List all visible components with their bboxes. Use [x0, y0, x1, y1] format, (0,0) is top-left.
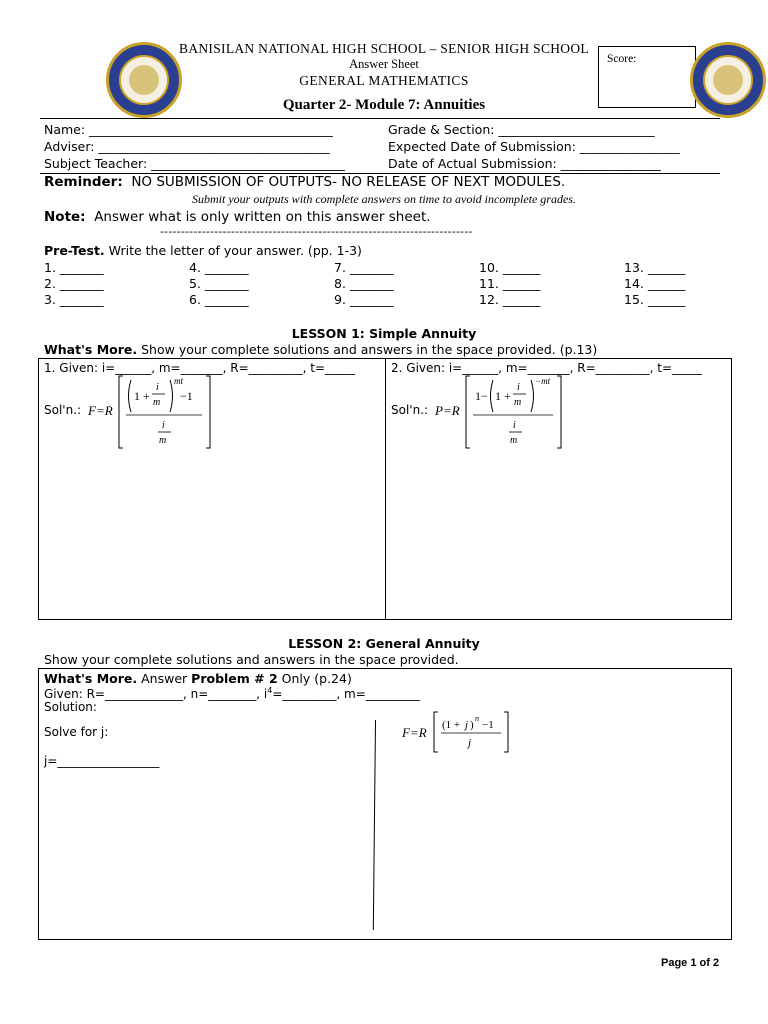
general-annuity-formula [400, 710, 515, 756]
lesson1-title: LESSON 1: Simple Annuity [291, 326, 477, 341]
svg-text:i: i [513, 420, 516, 431]
pretest-item[interactable]: 3. _______ [44, 292, 104, 307]
svg-text:n: n [475, 714, 479, 723]
module-title: Quarter 2- Module 7: Annuities [282, 97, 486, 113]
pretest-item[interactable]: 10. ______ [479, 260, 541, 275]
lesson1-soln-label-2: Sol'n.: [391, 403, 429, 417]
lesson2-wm-label: What's More. [44, 671, 138, 686]
reminder [44, 174, 565, 190]
note-dashes: --------------------------------------------------------------------------- [160, 225, 473, 238]
lesson1-column-divider [385, 358, 386, 620]
lesson2-given-text: Given: R=_____________, n=________, i [44, 687, 268, 701]
svg-text:j: j [468, 737, 472, 749]
lesson2-wm-text: Answer [141, 671, 188, 686]
note-text: Answer what is only written on this answer sheet. [94, 209, 431, 225]
page-number: Page 1 of 2 [661, 957, 720, 969]
adviser-field[interactable]: Adviser: _____________________________________ [44, 139, 330, 154]
svg-text:m: m [510, 435, 518, 446]
svg-text:m: m [159, 435, 167, 446]
lesson2-only: Only (p.24) [281, 671, 352, 686]
lesson1-soln-label-1: Sol'n.: [44, 403, 82, 417]
lesson2-answer-box[interactable] [38, 668, 732, 940]
score-box[interactable] [598, 46, 696, 108]
svg-text:P=R: P=R [435, 403, 460, 418]
svg-text:1−: 1− [475, 389, 488, 403]
header-divider [40, 118, 720, 119]
pretest-item[interactable]: 6. _______ [189, 292, 249, 307]
svg-text:1 +: 1 + [134, 389, 150, 403]
lesson2-given-rest: =_________, m=_________ [272, 687, 420, 701]
lesson1-wm-text: Show your complete solutions and answers in the space provided. (p.13) [141, 342, 598, 357]
pretest-item[interactable]: 9. _______ [334, 292, 394, 307]
reminder-subtext: Submit your outputs with complete answers on time to avoid incomplete grades. [192, 192, 576, 206]
lesson2-given-sup: 4 [267, 686, 273, 695]
pretest-item[interactable]: 4. _______ [189, 260, 249, 275]
pretest-text: Write the letter of your answer. (pp. 1-3) [108, 243, 362, 258]
lesson2-intro: Show your complete solutions and answers in the space provided. [44, 652, 459, 667]
answer-sheet-label: Answer Sheet [349, 57, 419, 71]
pretest-instructions [44, 243, 362, 258]
subject-teacher-field[interactable]: Subject Teacher: _______________________________ [44, 156, 345, 171]
lesson2-instructions [44, 671, 352, 686]
pretest-grid [44, 260, 724, 310]
lesson2-solve-j: Solve for j: [44, 725, 109, 739]
reminder-text: NO SUBMISSION OF OUTPUTS- NO RELEASE OF NEXT MODULES. [131, 174, 566, 190]
pretest-item[interactable]: 15. ______ [624, 292, 686, 307]
svg-text:(1 +: (1 + [442, 719, 461, 731]
svg-text:−1: −1 [482, 719, 494, 731]
future-value-formula [86, 370, 216, 452]
note [44, 209, 431, 225]
svg-text:): ) [470, 719, 474, 731]
pretest-item[interactable]: 13. ______ [624, 260, 686, 275]
score-label: Score: [607, 53, 637, 65]
pretest-item[interactable]: 14. ______ [624, 276, 686, 291]
pretest-item[interactable]: 8. _______ [334, 276, 394, 291]
pretest-label: Pre-Test. [44, 243, 105, 258]
lesson1-instructions [44, 342, 597, 357]
svg-text:i: i [156, 382, 159, 393]
lesson2-title: LESSON 2: General Annuity [288, 636, 480, 651]
lesson2-solution-label: Solution: [44, 700, 97, 714]
lesson1-wm-label: What's More. [44, 342, 138, 357]
svg-text:j: j [465, 719, 469, 731]
pretest-item[interactable]: 5. _______ [189, 276, 249, 291]
pretest-item[interactable]: 7. _______ [334, 260, 394, 275]
actual-date-field[interactable]: Date of Actual Submission: ________________ [388, 156, 661, 171]
svg-text:mt: mt [174, 376, 183, 386]
school-name: BANISILAN NATIONAL HIGH SCHOOL – SENIOR HIGH SCHOOL [179, 41, 589, 56]
pretest-item[interactable]: 11. ______ [479, 276, 541, 291]
note-label: Note: [44, 209, 86, 225]
name-field[interactable]: Name: _______________________________________ [44, 122, 333, 137]
svg-text:−mt: −mt [535, 376, 551, 386]
lesson2-problem: Problem # 2 [191, 671, 278, 686]
svg-text:m: m [514, 397, 522, 408]
svg-text:i: i [517, 382, 520, 393]
svg-text:−1: −1 [180, 389, 193, 403]
svg-text:m: m [153, 397, 161, 408]
lesson1-given-1[interactable]: 1. Given: i=______, m=_______, R=_________, t=_____ [44, 361, 356, 375]
svg-text:F=R: F=R [88, 403, 113, 418]
pretest-item[interactable]: 12. ______ [479, 292, 541, 307]
pretest-item[interactable]: 2. _______ [44, 276, 104, 291]
lesson2-given[interactable] [44, 686, 420, 701]
reminder-label: Reminder: [44, 174, 123, 190]
grade-section-field[interactable]: Grade & Section: _________________________ [388, 122, 655, 137]
svg-text:1 +: 1 + [495, 389, 511, 403]
school-seal-right [690, 42, 766, 118]
subject-title: GENERAL MATHEMATICS [299, 73, 469, 88]
present-value-formula [433, 370, 563, 452]
expected-date-field[interactable]: Expected Date of Submission: ________________ [388, 139, 680, 154]
pretest-item[interactable]: 1. _______ [44, 260, 104, 275]
svg-text:F=R: F=R [402, 725, 427, 740]
lesson1-given-2[interactable]: 2. Given: i=______, m=_______, R=_________, t=_____ [391, 361, 703, 375]
lesson2-j-answer[interactable]: j=_________________ [44, 754, 160, 768]
svg-text:i: i [162, 420, 165, 431]
